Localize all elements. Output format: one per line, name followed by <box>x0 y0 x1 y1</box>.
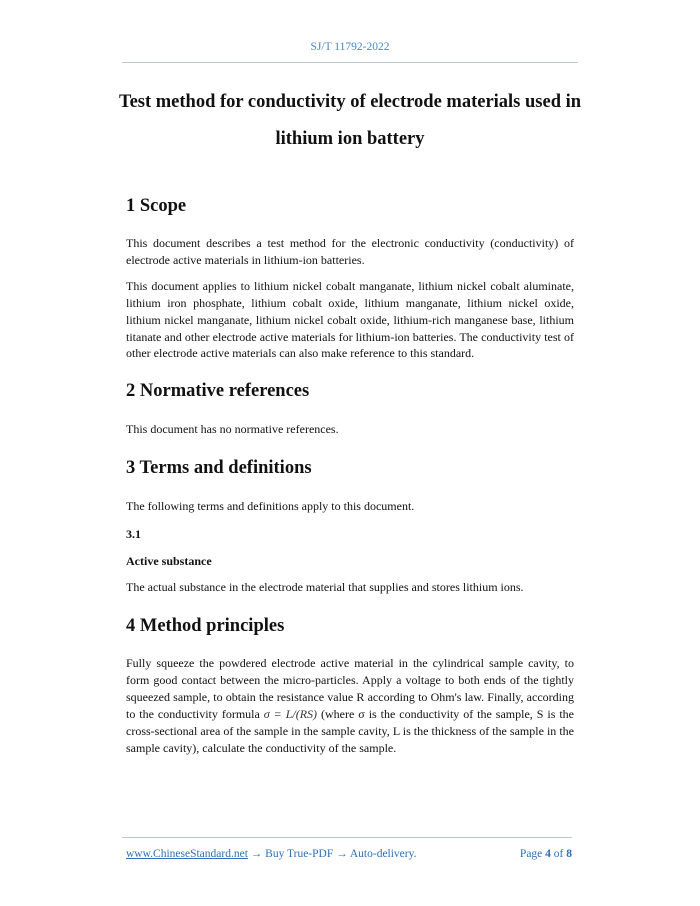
arrow-icon: → <box>333 848 350 860</box>
section-heading-normative: 2 Normative references <box>126 381 310 402</box>
section-heading-method: 4 Method principles <box>126 616 285 637</box>
page-indicator <box>520 848 572 860</box>
footer-links <box>126 848 417 860</box>
conductivity-formula: σ = L/(RS) <box>263 706 318 721</box>
term-name: Active substance <box>126 554 212 569</box>
scope-paragraph-2: This document applies to lithium nickel cobalt manganate, lithium nickel cobalt aluminate, lithium iron phosphate, lithium cobalt oxide, lithium manganate, lithium nickel oxide, lithium nickel manganate, lithium nickel cobalt oxide, lithium-rich manganese base, lithium titanate and other electrode active materials for lithium-ion batteries. The conductivity test of other electrode active materials can also make reference to this standard. <box>126 278 574 361</box>
arrow-icon: → <box>247 848 266 860</box>
method-text-before: Fully squeeze the powdered electrode active material in the cylindrical sample cavity, to form good contact between the micro-particles. Apply a voltage to both ends of the tightly squeezed sample, to obtain the resistance value R according to Ohm's law. Finally, according to the conductivity formula <box>126 656 574 721</box>
site-link[interactable]: www.ChineseStandard.net <box>126 848 248 860</box>
delivery-text: Auto-delivery. <box>349 848 417 860</box>
document-body <box>126 194 574 757</box>
term-definition: The actual substance in the electrode material that supplies and stores lithium ions. <box>126 580 524 595</box>
section-heading-scope: 1 Scope <box>126 196 187 216</box>
normative-paragraph: This document has no normative references. <box>126 422 339 437</box>
document-title <box>0 84 700 158</box>
footer-divider <box>122 837 572 838</box>
header-divider <box>122 62 578 63</box>
buy-link[interactable]: Buy True-PDF <box>265 848 334 860</box>
page-total: 8 <box>566 848 572 860</box>
title-line-1: Test method for conductivity of electrode materials used in <box>118 92 582 112</box>
terms-paragraph: The following terms and definitions apply to this document. <box>126 499 415 514</box>
term-number: 3.1 <box>126 527 141 542</box>
page-label: Page <box>519 848 546 860</box>
method-paragraph <box>126 655 574 756</box>
standard-code: SJ/T 11792-2022 <box>310 41 390 53</box>
method-text-after: (where σ is the conductivity of the sample, S is the cross-sectional area of the sample in the sample cavity, L is the thickness of the sample in the sample cavity), calculate the conductivity of the sample. <box>126 706 574 755</box>
of-label: of <box>550 848 567 860</box>
page-number: 4 <box>545 848 551 860</box>
title-line-2: lithium ion battery <box>275 129 425 149</box>
scope-paragraph-1: This document describes a test method for the electronic conductivity (conductivity) of electrode active materials in lithium-ion batteries. <box>126 236 574 267</box>
section-heading-terms: 3 Terms and definitions <box>126 458 312 479</box>
